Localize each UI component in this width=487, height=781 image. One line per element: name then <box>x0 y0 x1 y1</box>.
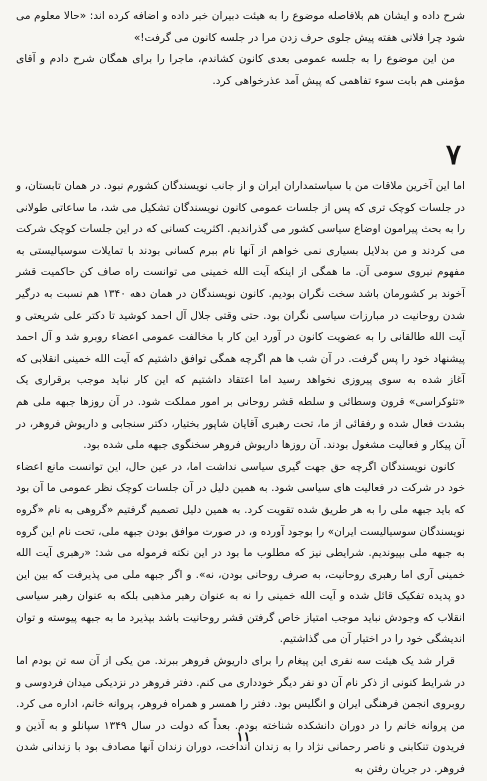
main-paragraph-1: اما این آخرین ملاقات من با سیاستمداران ایران و از جانب نویسندگان کشورم نبود. در همان تابستان، و در جلسات کوچک تری که پس از جلسات عمومی کانون نویسندگان تشکیل می شد، ما ساعاتی طولانی را به بحث پیرامون اوضاع سیاسی کشور می گذراندیم. اکثریت کسانی که در این جلسات کوچک شرکت می کردند و من بدلایل بسیاری نمی خواهم از آنها نام ببرم کسانی بودند با تمایلات سوسیالیستی به مفهوم نیروی سومی آن. ما همگی از اینکه آیت الله خمینی می توانست راه صاف کن حاکمیت قشر آخوند بر کشورمان باشد سخت نگران بودیم. کانون نویسندگان در همان دهه ۱۳۴۰ هم نسبت به درگیر شدن روحانیت در مبارزات سیاسی نگران بود. حتی وقتی جلال آل احمد کوشید تا دکتر علی شریعتی و آیت الله طالقانی را به عضویت کانون در آورد این کار با مخالفت عمومی اعضاء روبرو شد و آل احمد پیشنهاد خود را پس گرفت. در آن شب ها هم اگرچه همگی توافق داشتیم که آیت الله خمینی انقلابی که آغاز شده به سوی پیروزی نخواهد رسید اما اعتقاد داشتیم که این کار نباید موجب برقراری یک «تئوکراسی» قرون وسطائی و سلطه قشر روحانی بر امور مملکت شود. در آن روزها جبهه ملی هم بشدت فعال شده و رفقائی از ما، تحت رهبری آقایان شاپور بختیار، دکتر سنجابی و داریوش فروهر، در آن پیکار و فعالیت مشغول بودند. آن روزها داریوش فروهر سخنگوی جبهه ملی شده بود. <box>16 180 465 452</box>
page-number: ۱۱ <box>236 730 251 745</box>
top-paragraph-2: من این موضوع را به جلسه عمومی بعدی کانون کشاندم، ماجرا را برای همگان شرح دادم و آقای مؤمنی هم بابت سوء تفاهمی که پیش آمد عذرخواهی کرد. <box>16 53 465 87</box>
top-text-block <box>16 6 465 92</box>
chapter-number: ۷ <box>445 138 461 171</box>
main-paragraph-3: قرار شد یک هیئت سه نفری این پیغام را برای داریوش فروهر ببرند. من یکی از آن سه تن بودم اما در شرایط کنونی از ذکر نام آن دو نفر دیگر خودداری می کنم. دفتر فروهر در نزدیکی میدان فردوسی و روبروی انجمن فرهنگی ایران و انگلیس بود. دفتر را همسر و همراه فروهر، پروانه خانم، اداره می کرد. من پروانه خانم را در دوران دانشکده شناخته بودم. بعداً که دولت در سال ۱۳۴۹ سپانلو و به آذین و فریدون تنکابنی و ناصر رحمانی نژاد را به زندان انداخت، دوران زندان آنها مصادف بود با زندانی شدن فروهر. در جریان رفتن به <box>16 655 465 776</box>
main-text-block <box>16 176 465 781</box>
main-paragraph-2: کانون نویسندگان اگرچه حق جهت گیری سیاسی نداشت اما، در عین حال، این توانست مانع اعضاء خود در شرکت در فعالیت های سیاسی شود. به همین دلیل در آن جلسات کوچک نظر عمومی ما آن بود که باید جبهه ملی را به هر طریق شده تقویت کرد. به همین دلیل تصمیم گرفتیم «گروهی به نام «گروه نویسندگان سوسیالیست ایران» را بوجود آورده و، در صورت موافق بودن جبهه ملی، تحت نام این گروه به جبهه ملی بپیوندیم. شرایطی نیز که مطلوب ما بود در این نکته فرموله می شد: «رهبری آیت الله خمینی آری اما رهبری روحانیت، به صرف روحانی بودن، نه». و اگر جبهه ملی می پذیرفت که بین این دو پدیده تفکیک قائل شده و آیت الله خمینی را نه به عنوان رهبر مذهبی بلکه به عنوان رهبر سیاسی انقلاب که وجودش نباید موجب امتیاز خاص گرفتن قشر روحانیت باشد بپذیرد ما به جبهه پیوسته و توان اندیشگی خود را در اختیار آن می گذاشتیم. <box>16 460 465 646</box>
top-paragraph-1: شرح داده و ایشان هم بلافاصله موضوع را به هیئت دبیران خبر داده و اضافه کرده اند: «حالا معلوم می شود چرا فلانی هفته پیش جلوی حرف زدن مرا در جلسه کانون می گرفت!» <box>16 10 465 44</box>
